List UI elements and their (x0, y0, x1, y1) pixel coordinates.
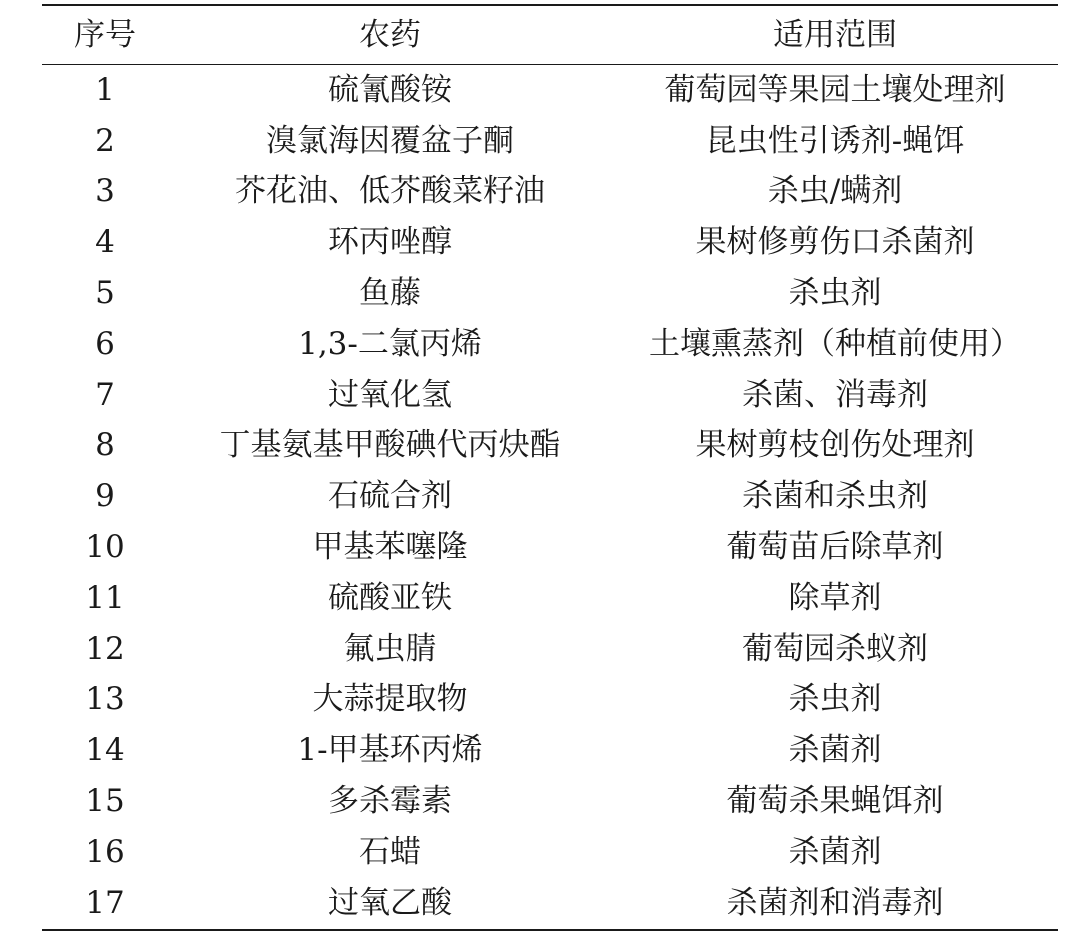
row-scope: 杀菌剂 (788, 833, 882, 870)
row-no: 8 (95, 427, 115, 464)
row-scope: 杀菌剂和消毒剂 (726, 884, 944, 921)
table-row (42, 471, 1058, 522)
row-pesticide: 过氧化氢 (328, 376, 452, 413)
row-pesticide: 甲基苯噻隆 (312, 529, 468, 566)
row-no: 6 (95, 325, 115, 362)
row-pesticide: 石硫合剂 (328, 478, 452, 515)
row-no: 11 (85, 579, 125, 616)
table-header-row (42, 6, 1058, 64)
row-pesticide: 大蒜提取物 (312, 681, 468, 718)
row-scope: 果树修剪伤口杀菌剂 (695, 224, 975, 261)
header-no: 序号 (74, 16, 136, 53)
row-pesticide: 1-甲基环丙烯 (297, 732, 483, 769)
row-scope: 杀虫剂 (788, 681, 882, 718)
row-no: 7 (95, 376, 115, 413)
row-pesticide: 环丙唑醇 (328, 224, 452, 261)
row-no: 4 (95, 224, 115, 261)
table-row (42, 878, 1058, 929)
header-scope: 适用范围 (773, 16, 897, 53)
table-row (42, 65, 1058, 116)
row-scope: 杀菌、消毒剂 (742, 376, 928, 413)
table-row (42, 421, 1058, 472)
table-row (42, 522, 1058, 573)
row-no: 16 (85, 833, 125, 870)
table-body (42, 65, 1058, 929)
table-row (42, 725, 1058, 776)
row-scope: 除草剂 (788, 579, 882, 616)
row-scope: 果树剪枝创伤处理剂 (695, 427, 975, 464)
row-no: 13 (85, 681, 125, 718)
row-scope: 杀虫/螨剂 (767, 173, 903, 210)
row-pesticide: 芥花油、低芥酸菜籽油 (235, 173, 545, 210)
row-pesticide: 硫氰酸铵 (328, 71, 452, 108)
row-no: 14 (85, 732, 125, 769)
row-scope: 葡萄杀果蝇饵剂 (726, 783, 944, 820)
row-scope: 昆虫性引诱剂-蝇饵 (705, 122, 965, 159)
table-row (42, 675, 1058, 726)
table-bottom-rule (42, 929, 1058, 931)
row-pesticide: 丁基氨基甲酸碘代丙炔酯 (219, 427, 561, 464)
table-row (42, 319, 1058, 370)
pesticide-table (42, 4, 1058, 931)
row-no: 9 (95, 478, 115, 515)
row-pesticide: 鱼藤 (359, 275, 421, 312)
row-pesticide: 过氧乙酸 (328, 884, 452, 921)
row-no: 2 (95, 122, 115, 159)
header-pesticide: 农药 (359, 16, 421, 53)
table-row (42, 776, 1058, 827)
row-pesticide: 石蜡 (359, 833, 421, 870)
row-no: 10 (85, 529, 125, 566)
row-scope: 杀菌和杀虫剂 (742, 478, 928, 515)
row-scope: 葡萄园杀蚁剂 (742, 630, 928, 667)
row-no: 15 (85, 783, 125, 820)
row-pesticide: 硫酸亚铁 (328, 579, 452, 616)
row-pesticide: 氟虫腈 (343, 630, 437, 667)
row-no: 5 (95, 275, 115, 312)
row-pesticide: 多杀霉素 (328, 783, 452, 820)
row-scope: 土壤熏蒸剂（种植前使用） (649, 325, 1021, 362)
table-row (42, 268, 1058, 319)
table-row (42, 624, 1058, 675)
table-row (42, 217, 1058, 268)
row-no: 17 (85, 884, 125, 921)
row-pesticide: 溴氯海因覆盆子酮 (266, 122, 514, 159)
row-no: 12 (85, 630, 125, 667)
table-row (42, 573, 1058, 624)
row-scope: 葡萄苗后除草剂 (726, 529, 944, 566)
table-row (42, 827, 1058, 878)
row-no: 1 (95, 71, 115, 108)
row-scope: 杀虫剂 (788, 275, 882, 312)
row-no: 3 (95, 173, 115, 210)
table-row (42, 167, 1058, 218)
table-row (42, 116, 1058, 167)
table-row (42, 370, 1058, 421)
row-scope: 杀菌剂 (788, 732, 882, 769)
row-scope: 葡萄园等果园土壤处理剂 (664, 71, 1006, 108)
row-pesticide: 1,3-二氯丙烯 (298, 325, 482, 362)
